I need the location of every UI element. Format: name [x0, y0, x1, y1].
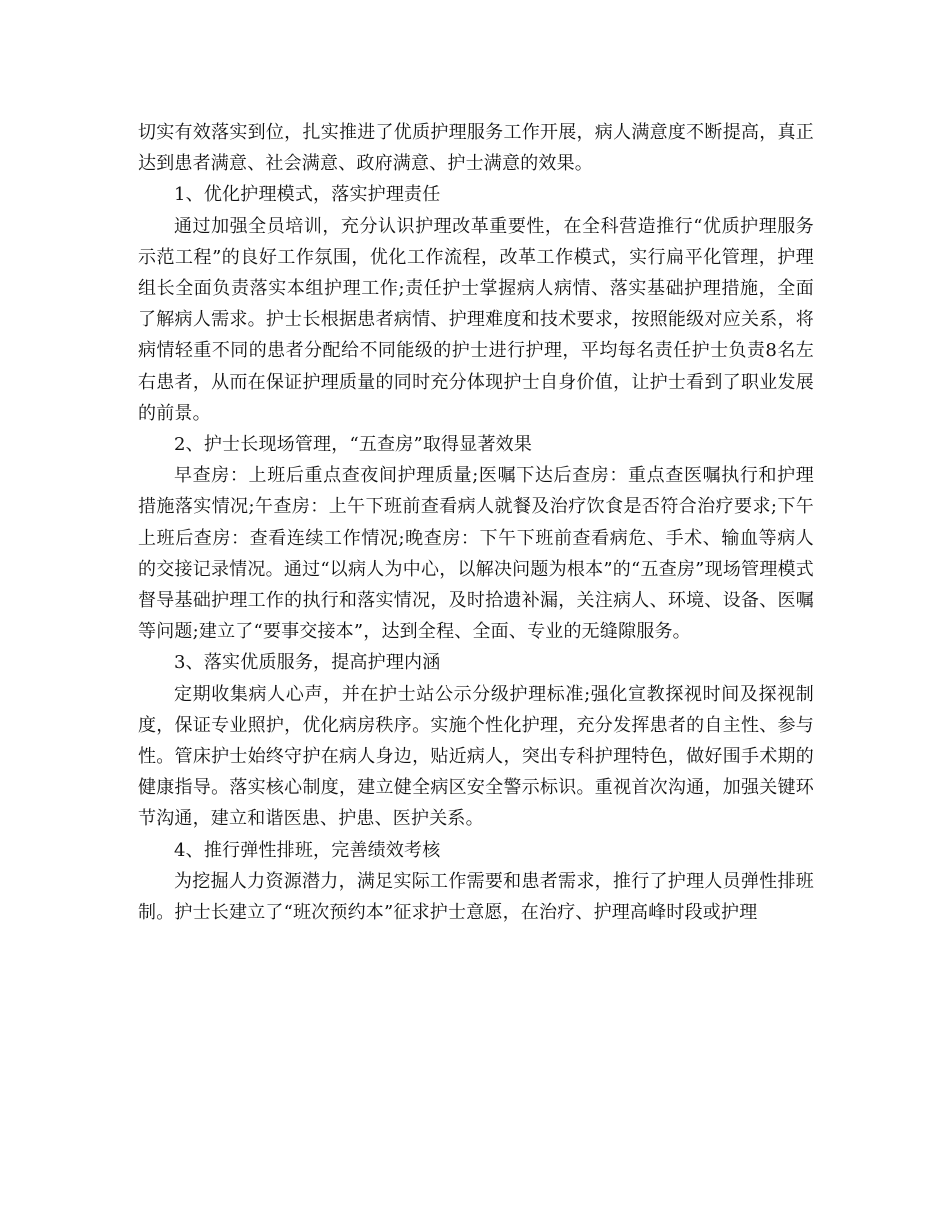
paragraph-4: 为挖掘人力资源潜力，满足实际工作需要和患者需求，推行了护理人员弹性排班制。护士长建立了“班次预约本”征求护士意愿，在治疗、护理高峰时段或护理 — [138, 870, 814, 924]
section-heading-1: 1、优化护理模式，落实护理责任 — [174, 184, 441, 206]
paragraph-3: 定期收集病人心声，并在护士站公示分级护理标准;强化宣教探视时间及探视制度，保证专业照护，优化病房秩序。实施个性化护理，充分发挥患者的自主性、参与性。管床护士始终守护在病人身边，贴近病人，突出专科护理特色，做好围手术期的健康指导。落实核心制度，建立健全病区安全警示标识。重视首次沟通，加强关键环节沟通，建立和谐医患、护患、医护关系。 — [138, 683, 814, 830]
section-heading-4: 4、推行弹性排班，完善绩效考核 — [174, 839, 441, 861]
paragraph-2: 早查房：上班后重点查夜间护理质量;医嘱下达后查房：重点查医嘱执行和护理措施落实情况;午查房：上午下班前查看病人就餐及治疗饮食是否符合治疗要求;下午上班后查房：查看连续工作情况;晚查房：下午下班前查看病危、手术、输血等病人的交接记录情况。通过“以病人为中心，以解决问题为根本”的“五查房”现场管理模式督导基础护理工作的执行和落实情况，及时拾遗补漏，关注病人、环境、设备、医嘱等问题;建立了“要事交接本”，达到全程、全面、专业的无缝隙服务。 — [138, 465, 814, 643]
document-body — [138, 117, 814, 928]
paragraph-continuation: 切实有效落实到位，扎实推进了优质护理服务工作开展，病人满意度不断提高，真正达到患者满意、社会满意、政府满意、护士满意的效果。 — [138, 122, 814, 175]
paragraph-1: 通过加强全员培训，充分认识护理改革重要性，在全科营造推行“优质护理服务示范工程”的良好工作氛围，优化工作流程，改革工作模式，实行扁平化管理，护理组长全面负责落实本组护理工作;责任护士掌握病人病情、落实基础护理措施，全面了解病人需求。护士长根据患者病情、护理难度和技术要求，按照能级对应关系，将病情轻重不同的患者分配给不同能级的护士进行护理，平均每名责任护士负责8名左右患者，从而在保证护理质量的同时充分体现护士自身价值，让护士看到了职业发展的前景。 — [138, 215, 814, 424]
section-heading-3: 3、落实优质服务，提高护理内涵 — [174, 652, 441, 674]
section-heading-2: 2、护士长现场管理，“五查房”取得显著效果 — [174, 434, 533, 456]
